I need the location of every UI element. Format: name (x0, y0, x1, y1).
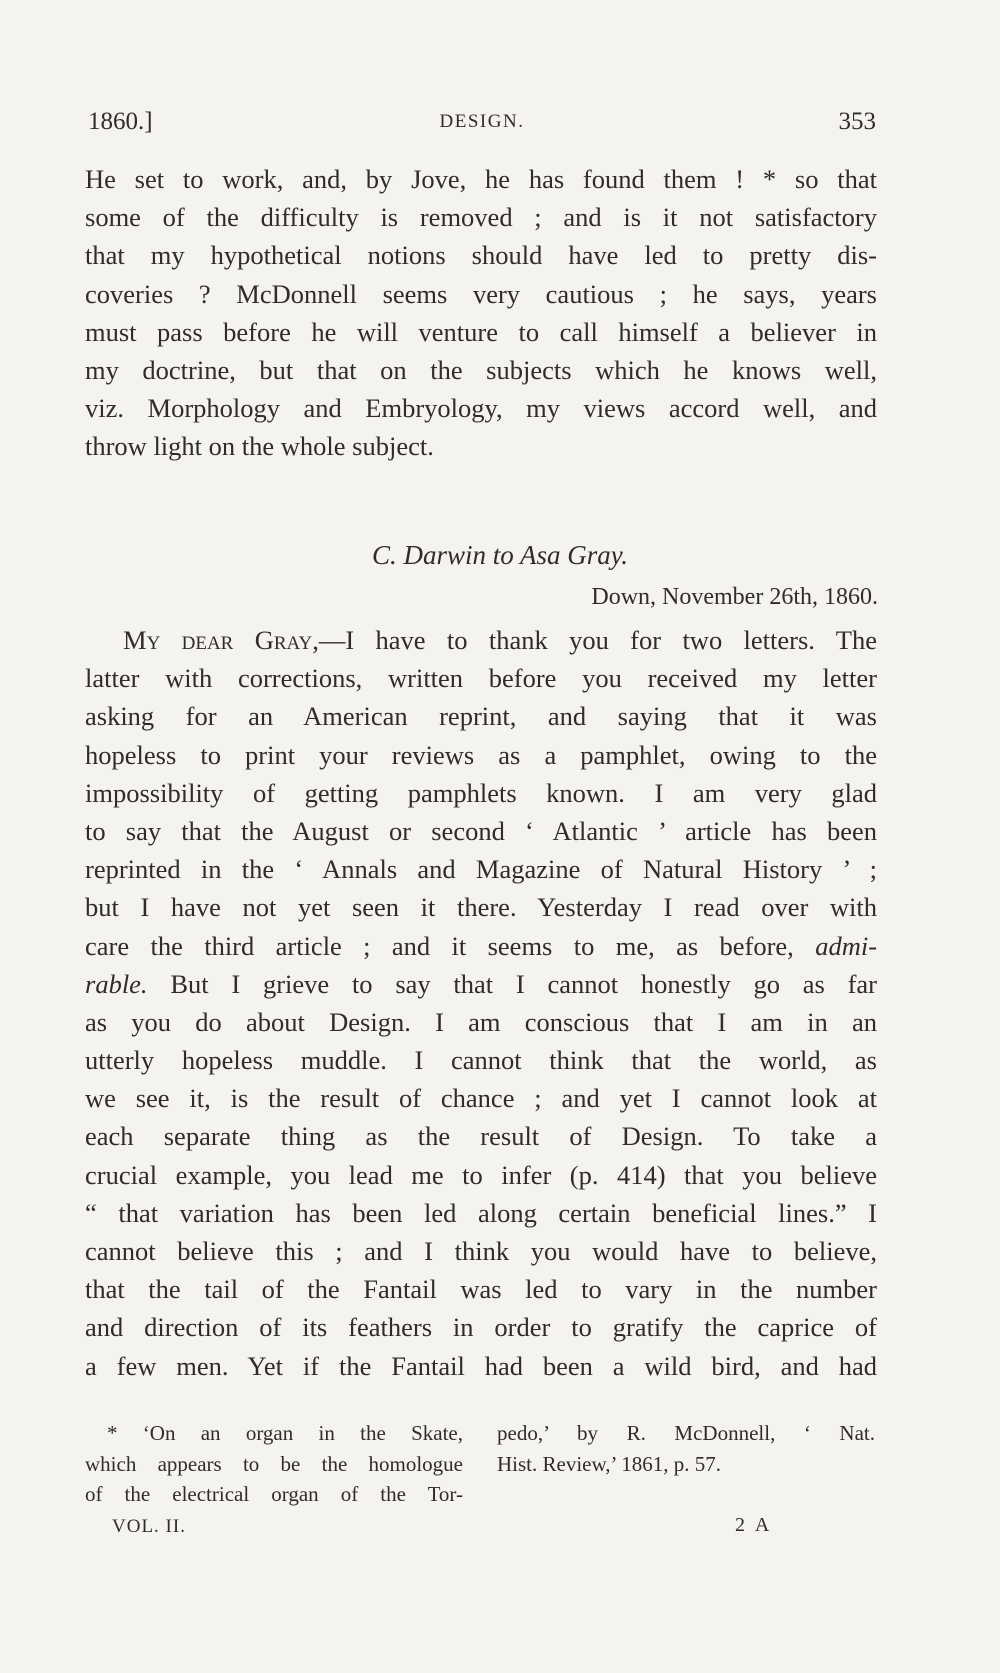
text-line (85, 927, 877, 965)
footnote-line: which appears to be the homologue (85, 1451, 463, 1476)
footnote-line: * ‘On an organ in the Skate, (107, 1421, 463, 1445)
header-title: DESIGN. (439, 111, 525, 132)
text-line: throw light on the whole subject. (85, 431, 434, 462)
text-line: my doctrine, but that on the subjects which he knows well, (85, 354, 877, 385)
text-line: impossibility of getting pamphlets known. I am very glad (85, 777, 877, 808)
text-line: “ that variation has been led along certain beneficial lines.” I (85, 1197, 877, 1228)
text-line: each separate thing as the result of Design. To take a (85, 1121, 877, 1152)
text-line: we see it, is the result of chance ; and yet I cannot look at (85, 1083, 877, 1114)
text-line: utterly hopeless muddle. I cannot think that the world, as (85, 1045, 877, 1076)
volume-signature: VOL. II. (112, 1516, 186, 1537)
italic-word: admi- (815, 930, 878, 961)
text-line: as you do about Design. I am conscious that I am in an (85, 1006, 877, 1037)
text-line: coveries ? McDonnell seems very cautious ; he says, years (85, 278, 877, 309)
letter-date: Down, November 26th, 1860. (591, 584, 878, 610)
text-line: some of the difficulty is removed ; and is it not satisfactory (85, 202, 877, 233)
footnote-line: Hist. Review,’ 1861, p. 57. (497, 1451, 721, 1476)
salutation: My dear Gray, (123, 625, 319, 655)
gathering-signature: 2 A (735, 1514, 773, 1536)
letter-heading: C. Darwin to Asa Gray. (371, 540, 629, 570)
text-line: He set to work, and, by Jove, he has found them ! * so that (85, 164, 877, 194)
text-line: that my hypothetical notions should have led to pretty dis- (85, 240, 877, 271)
text-line: reprinted in the ‘ Annals and Magazine of Natural History ’ ; (85, 854, 877, 885)
text-line: and direction of its feathers in order to gratify the caprice of (85, 1312, 877, 1343)
text-line: viz. Morphology and Embryology, my views accord well, and (85, 393, 877, 424)
letter-body (85, 621, 877, 1385)
footnote-column-left (85, 1418, 463, 1510)
text-line: but I have not yet seen it there. Yesterday I read over with (85, 892, 877, 923)
text-line: that the tail of the Fantail was led to vary in the number (85, 1274, 877, 1305)
text-line: asking for an American reprint, and saying that it was (85, 701, 877, 732)
first-line-rest: —I have to thank you for two letters. The (318, 625, 877, 655)
footnote-line: pedo,’ by R. McDonnell, ‘ Nat. (497, 1421, 875, 1445)
header-year: 1860.] (88, 108, 153, 135)
paragraph-continuation (85, 160, 877, 466)
text-line: a few men. Yet if the Fantail had been a wild bird, and had (85, 1350, 877, 1381)
text-segment: care the third article ; and it seems to me, as before, (85, 930, 794, 961)
text-line: crucial example, you lead me to infer (p. 414) that you believe (85, 1159, 877, 1190)
running-header (88, 108, 876, 142)
text-line (85, 965, 877, 1003)
letter-first-line (85, 621, 877, 659)
text-line: cannot believe this ; and I think you would have to believe, (85, 1236, 877, 1266)
footnote-column-right (497, 1418, 875, 1479)
text-line: must pass before he will venture to call himself a believer in (85, 316, 877, 347)
text-segment: But I grieve to say that I cannot honestly go as far (147, 968, 877, 999)
text-line: to say that the August or second ‘ Atlantic ’ article has been (85, 815, 877, 846)
italic-word: rable. (85, 968, 148, 999)
text-line: latter with corrections, written before you received my letter (85, 663, 877, 694)
page-number: 353 (838, 108, 876, 135)
text-line: hopeless to print your reviews as a pamphlet, owing to the (85, 739, 877, 770)
footnote-line: of the electrical organ of the Tor- (85, 1482, 463, 1506)
